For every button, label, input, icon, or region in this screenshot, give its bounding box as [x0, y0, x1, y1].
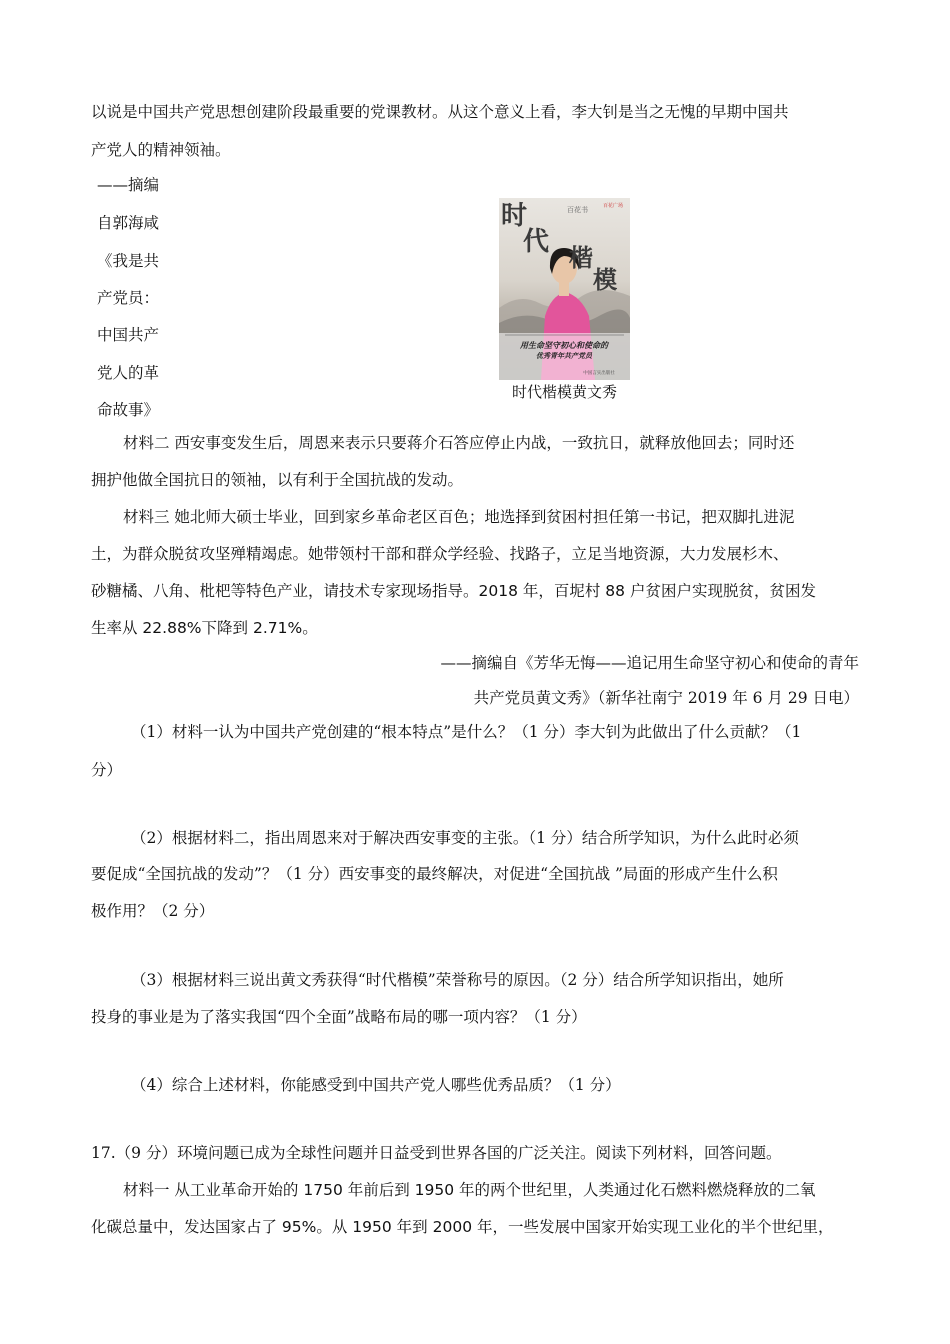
poster-title-char: 楷: [569, 243, 593, 272]
source-line: 中国共产: [97, 326, 160, 344]
book-cover-illustration: [499, 198, 630, 380]
source-line: 自郭海咸: [97, 214, 160, 232]
poster-publisher: 中国言实出版社: [583, 371, 615, 376]
source-line: ——摘编: [97, 176, 160, 194]
material3-text: 土，为群众脱贫攻坚殚精竭虑。她带领村干部和群众学经验、找路子，立足当地资源，大力发展杉木、: [91, 545, 789, 563]
poster-title-char: 代: [523, 227, 550, 257]
source-line: 党人的革: [97, 364, 160, 382]
material1-text: 产党人的精神领袖。: [91, 141, 231, 159]
question-2: 要促成“全国抗战的发动”？（1 分）西安事变的最终解决，对促进“全国抗战 ”局面的形成产生什么积: [91, 865, 778, 883]
poster-author: 百花书: [567, 206, 588, 214]
material17-text: 化碳总量中，发达国家占了 95%。从 1950 年到 2000 年，一些发展中国家开始实现工业化的半个世纪里，: [91, 1218, 834, 1236]
question-4: （4）综合上述材料，你能感受到中国共产党人哪些优秀品质？（1 分）: [131, 1076, 621, 1094]
poster-title-char: 模: [593, 265, 617, 294]
source-citation: ——摘编自《芳华无悔——追记用生命坚守初心和使命的青年: [440, 654, 859, 672]
poster-subtitle: 用生命坚守初心和使命的: [520, 340, 608, 350]
poster-tag: 百花广场: [603, 203, 624, 209]
book-cover-image: [499, 198, 630, 380]
question-2: 极作用？（2 分）: [91, 902, 215, 920]
material17-text: 材料一 从工业革命开始的 1750 年前后到 1950 年的两个世纪里，人类通过化石燃料燃烧释放的二氧: [123, 1181, 816, 1199]
material1-text: 以说是中国共产党思想创建阶段最重要的党课教材。从这个意义上看，李大钊是当之无愧的早期中国共: [91, 103, 789, 121]
source-line: 《我是共: [97, 252, 160, 270]
material3-text: 材料三 她北师大硕士毕业，回到家乡革命老区百色；地选择到贫困村担任第一书记，把双脚扎进泥: [123, 508, 795, 526]
material2-text: 材料二 西安事变发生后，周恩来表示只要蒋介石答应停止内战，一致抗日，就释放他回去；同时还: [123, 434, 795, 452]
material2-text: 拥护他做全国抗日的领袖，以有利于全国抗战的发动。: [91, 471, 464, 489]
question-3: （3）根据材料三说出黄文秀获得“时代楷模”荣誉称号的原因。（2 分）结合所学知识指出，她所: [131, 971, 784, 989]
figure-caption: 时代楷模黄文秀: [511, 383, 617, 401]
poster-subtitle: 优秀青年共产党员: [536, 351, 592, 360]
question-1: 分）: [91, 761, 123, 779]
question-17: 17.（9 分）环境问题已成为全球性问题并日益受到世界各国的广泛关注。阅读下列材料，回答问题。: [91, 1144, 782, 1162]
question-2: （2）根据材料二，指出周恩来对于解决西安事变的主张。（1 分）结合所学知识，为什么此时必须: [131, 829, 799, 847]
question-1: （1）材料一认为中国共产党创建的“根本特点”是什么？（1 分）李大钊为此做出了什么贡献？（1: [131, 723, 802, 741]
source-line: 命故事》: [97, 401, 160, 419]
material3-text: 砂糖橘、八角、枇杷等特色产业，请技术专家现场指导。2018 年，百坭村 88 户贫困户实现脱贫，贫困发: [91, 582, 816, 600]
source-line: 产党员：: [97, 289, 160, 307]
material3-text: 生率从 22.88%下降到 2.71%。: [91, 619, 318, 637]
question-3: 投身的事业是为了落实我国“四个全面”战略布局的哪一项内容？（1 分）: [91, 1008, 587, 1026]
poster-title-char: 时: [501, 201, 528, 231]
source-citation: 共产党员黄文秀》（新华社南宁 2019 年 6 月 29 日电）: [473, 689, 859, 707]
